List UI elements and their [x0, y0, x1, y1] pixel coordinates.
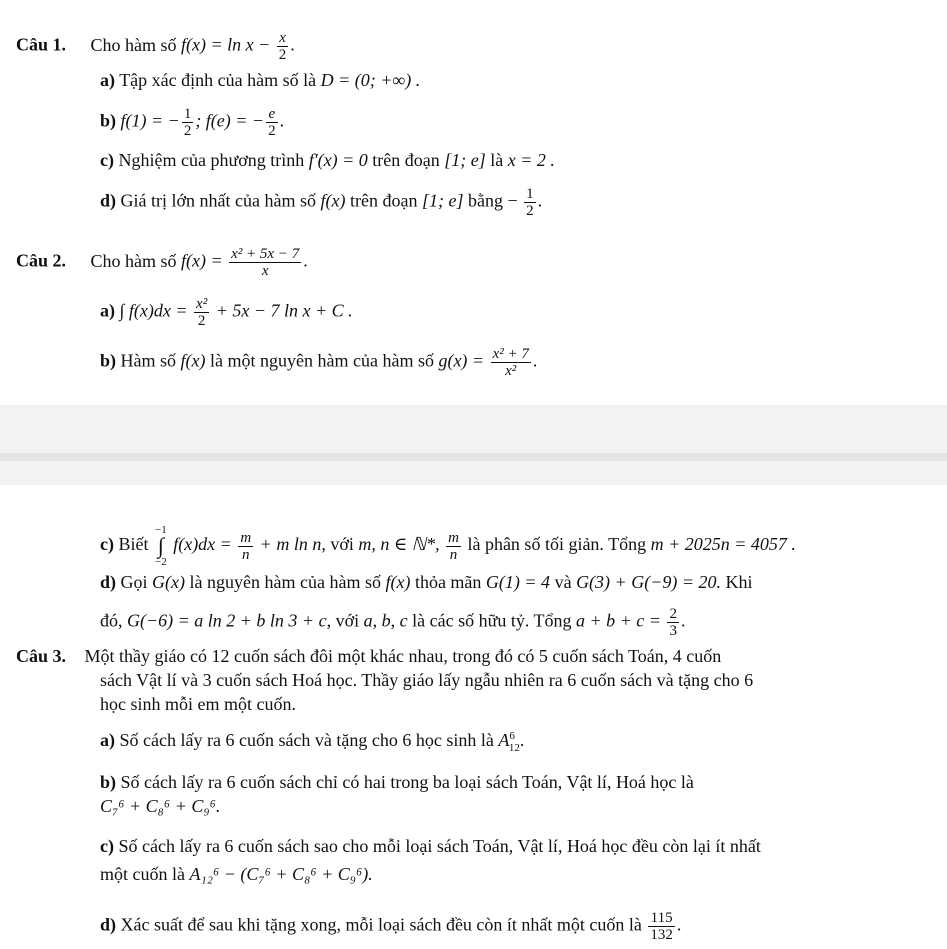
q1-stem: Cho hàm số — [90, 34, 177, 55]
q1c-text-1: Nghiệm của phương trình — [118, 150, 305, 170]
q1-title: Câu 1. — [16, 34, 67, 55]
q2a-line — [100, 296, 353, 329]
q2a-math-2: + 5x − 7 ln x + C . — [215, 300, 353, 321]
q3d-frac-num: 115 — [648, 910, 675, 927]
q2-func-frac — [229, 246, 301, 279]
q3d-text: Xác suất để sau khi tặng xong, mỗi loại sách đều còn ít nhất một cuốn là — [120, 914, 642, 935]
q2c-frac-num: m — [240, 529, 252, 546]
q1d-text-2: trên đoạn — [349, 190, 418, 211]
q2-func-frac-den: x — [261, 263, 269, 279]
q2d-math-3: G(1) = 4 — [485, 572, 551, 592]
q2d-math-2: f(x) — [385, 572, 411, 592]
q2d-text-1: Gọi — [120, 572, 148, 592]
q2c-text-2: với — [330, 534, 354, 555]
q2d2-math-2: a, b, c — [363, 610, 408, 631]
q2a-frac-den: 2 — [197, 313, 206, 329]
q1b-frac-2 — [266, 106, 278, 139]
q2c-math-3: m, n ∈ ℕ*, — [358, 534, 440, 555]
q3a-text: Số cách lấy ra 6 cuốn sách và tặng cho 6 học sinh là — [119, 730, 494, 750]
q1d-line: d) Giá trị lớn nhất của hàm số f(x) trên đoạn [1; e] bằng − $\frac{1}{2}$ . — [100, 186, 543, 219]
q2-func: f(x) = — [181, 250, 223, 271]
q1-line: Câu 1. Cho hàm số f(x) = ln x − $\frac{x}{2}$ . — [16, 30, 295, 63]
q2c-integral — [155, 524, 167, 568]
q2b-math-2: g(x) = — [438, 350, 485, 371]
q3c-line — [100, 834, 761, 858]
q1c-math-1: f′(x) = 0 — [308, 150, 368, 170]
q2b-frac — [491, 346, 531, 379]
q1b-frac-1-num: 1 — [183, 106, 192, 122]
q3b-line-2 — [100, 794, 220, 818]
q3c-line-2 — [100, 862, 373, 886]
q3d-frac-den: 132 — [650, 927, 673, 943]
q2c-text-3: là phân số tối giản. Tổng — [467, 534, 647, 555]
q1c-text-2: trên đoạn — [372, 150, 440, 170]
q2c-int-bottom: −2 — [154, 556, 167, 568]
q3-title: Câu 3. — [16, 646, 67, 666]
q1b-math-2: ; f(e) = − — [195, 110, 265, 131]
q2b-line: b) Hàm số f(x) là một nguyên hàm của hàm số g(x) = $\frac{\text{x² + 7}}{\text{x²}}$ . — [100, 346, 538, 379]
q3c-text-1: Số cách lấy ra 6 cuốn sách sao cho mỗi loại sách Toán, Vật lí, Hoá học đều còn lại ít nhất — [118, 836, 761, 856]
q3a-label: a) — [100, 730, 115, 750]
q3-stem-1: Một thầy giáo có 12 cuốn sách đôi một khác nhau, trong đó có 5 cuốn sách Toán, 4 cuốn — [84, 646, 722, 666]
q2d2-frac-den: 3 — [669, 623, 677, 639]
q1d-text-1: Giá trị lớn nhất của hàm số — [120, 190, 316, 211]
q1a-text: Tập xác định của hàm số là — [119, 70, 317, 90]
q2-stem: Cho hàm số — [90, 250, 177, 271]
q1a-label: a) — [100, 70, 115, 90]
q1b-frac-1 — [182, 106, 194, 139]
q1-func-frac — [277, 30, 289, 63]
q3c-label: c) — [100, 836, 114, 856]
q3d-frac — [648, 910, 675, 943]
q2d-label: d) — [100, 572, 117, 592]
q2-line: Câu 2. Cho hàm số f(x) = $\frac{\text{x² + 5x − 7}}{x}$ . — [16, 246, 308, 279]
q1-func-frac-num: x — [277, 30, 289, 47]
q1b-frac-2-num: e — [266, 106, 278, 123]
q3-stem-2: sách Vật lí và 3 cuốn sách Hoá học. Thầy giáo lấy ngẫu nhiên ra 6 cuốn sách và tặng cho 6 — [100, 670, 754, 690]
q1d-frac-num: 1 — [526, 186, 534, 202]
q2c-frac-2-num: m — [448, 529, 459, 546]
q3d-line: d) Xác suất để sau khi tặng xong, mỗi loại sách đều còn ít nhất một cuốn là $\frac{115}{132}$ . — [100, 910, 682, 943]
q1d-label: d) — [100, 190, 117, 211]
q1d-math-1: f(x) — [320, 190, 346, 211]
q1c-math-3: x = 2 . — [507, 150, 555, 170]
q2d2-text-3: là các số hữu tỷ. Tổng — [412, 610, 572, 631]
q2d2-frac — [667, 606, 679, 639]
q2c-frac-den: n — [242, 546, 250, 563]
q2c-math-1: f(x)dx = — [173, 534, 232, 555]
q2d-text-2: là nguyên hàm của hàm số — [189, 572, 381, 592]
q3-line-1 — [16, 644, 721, 668]
q2c-int-top: −1 — [154, 524, 167, 536]
q2d-math-1: G(x) — [152, 572, 185, 592]
q2c-line — [100, 524, 796, 568]
q3a-math: A — [498, 730, 510, 750]
q2b-label: b) — [100, 350, 117, 371]
q2a-label: a) — [100, 300, 115, 321]
q2-func-frac-num: x² + 5x − 7 — [231, 246, 300, 262]
q3a-line: a) Số cách lấy ra 6 cuốn sách và tặng cho 6 học sinh là $A^6_{12}$. — [100, 730, 525, 754]
q1c-text-3: là — [490, 150, 504, 170]
q3a-sup: 6 — [509, 730, 515, 742]
q2d-line — [100, 570, 752, 594]
q3c-math: A₁₂⁶ − (C₇⁶ + C₈⁶ + C₉⁶). — [189, 864, 373, 884]
q1b-label: b) — [100, 110, 117, 131]
q3-stem-3: học sinh mỗi em một cuốn. — [100, 694, 296, 714]
q2b-text-2: là một nguyên hàm của hàm số — [210, 350, 434, 371]
q2b-text-1: Hàm số — [120, 350, 177, 371]
q2a-frac-num: x² — [196, 296, 208, 312]
q1b-line: b) f(1) = − $\frac{1}{2}$ ; f(e) = − $\frac{e}{2}$ . — [100, 106, 285, 139]
q2b-math-1: f(x) — [180, 350, 206, 371]
q2d-math-4: G(3) + G(−9) = 20. — [576, 572, 721, 592]
q2d-text-3: thỏa mãn — [414, 572, 482, 592]
q1a-line — [100, 68, 420, 92]
q1d-text-3: bằng — [467, 190, 503, 211]
q2d2-math-1: G(−6) = a ln 2 + b ln 3 + c, — [127, 610, 332, 631]
q1c-line — [100, 148, 555, 172]
q3b-line — [100, 770, 694, 794]
q2c-frac — [238, 530, 253, 563]
q2c-label: c) — [100, 534, 114, 555]
integral-sign-icon: ∫ — [157, 533, 164, 558]
q1a-math: D = (0; +∞) . — [320, 70, 421, 90]
q2d-line-2: đó, G(−6) = a ln 2 + b ln 3 + c, với a, b, c là các số hữu tỷ. Tổng a + b + c = $\frac{2}{3}$ . — [100, 606, 686, 639]
page-gap — [0, 405, 947, 485]
q3b-text: Số cách lấy ra 6 cuốn sách chỉ có hai trong ba loại sách Toán, Vật lí, Hoá học là — [120, 772, 694, 792]
q3-line-2 — [100, 668, 753, 692]
q3c-text-2: một cuốn là — [100, 864, 185, 884]
q2c-frac-2 — [446, 530, 461, 563]
q3a-sub: 12 — [508, 741, 520, 754]
q1d-frac-den: 2 — [526, 203, 534, 219]
q2a-frac — [194, 296, 209, 329]
q1c-math-2: [1; e] — [444, 150, 486, 170]
q2b-frac-den: x² — [505, 363, 517, 379]
q1b-frac-1-den: 2 — [183, 123, 192, 139]
q3d-label: d) — [100, 914, 117, 935]
q3-line-3 — [100, 692, 296, 716]
q3b-math: C₇⁶ + C₈⁶ + C₉⁶. — [100, 796, 221, 816]
q2b-frac-num: x² + 7 — [492, 346, 529, 362]
q2a-math-1: ∫ f(x)dx = — [119, 300, 188, 321]
q3b-label: b) — [100, 772, 117, 792]
q1-func: f(x) = ln x − — [181, 34, 271, 55]
q2c-text-1: Biết — [118, 534, 149, 555]
q1c-label: c) — [100, 150, 114, 170]
q2d2-text-2: với — [335, 610, 360, 631]
q1b-frac-2-den: 2 — [268, 123, 276, 139]
q1b-math-1: f(1) = − — [120, 110, 180, 131]
q2d2-text-1: đó, — [100, 610, 123, 631]
q1-func-frac-den: 2 — [278, 47, 287, 63]
q2c-math-2: + m ln n, — [259, 534, 326, 555]
q1d-frac — [524, 186, 536, 219]
q2-title: Câu 2. — [16, 250, 67, 271]
q2c-math-4: m + 2025n = 4057 . — [650, 534, 796, 555]
q2d-text-4: và — [554, 572, 572, 592]
q2c-frac-2-den: n — [449, 546, 458, 563]
q1d-math-2: [1; e] — [421, 190, 464, 211]
q2d-text-5: Khi — [725, 572, 753, 592]
q2d2-math-3: a + b + c = — [576, 610, 661, 631]
q2d2-frac-num: 2 — [669, 606, 677, 622]
page-gap-band — [0, 453, 947, 461]
